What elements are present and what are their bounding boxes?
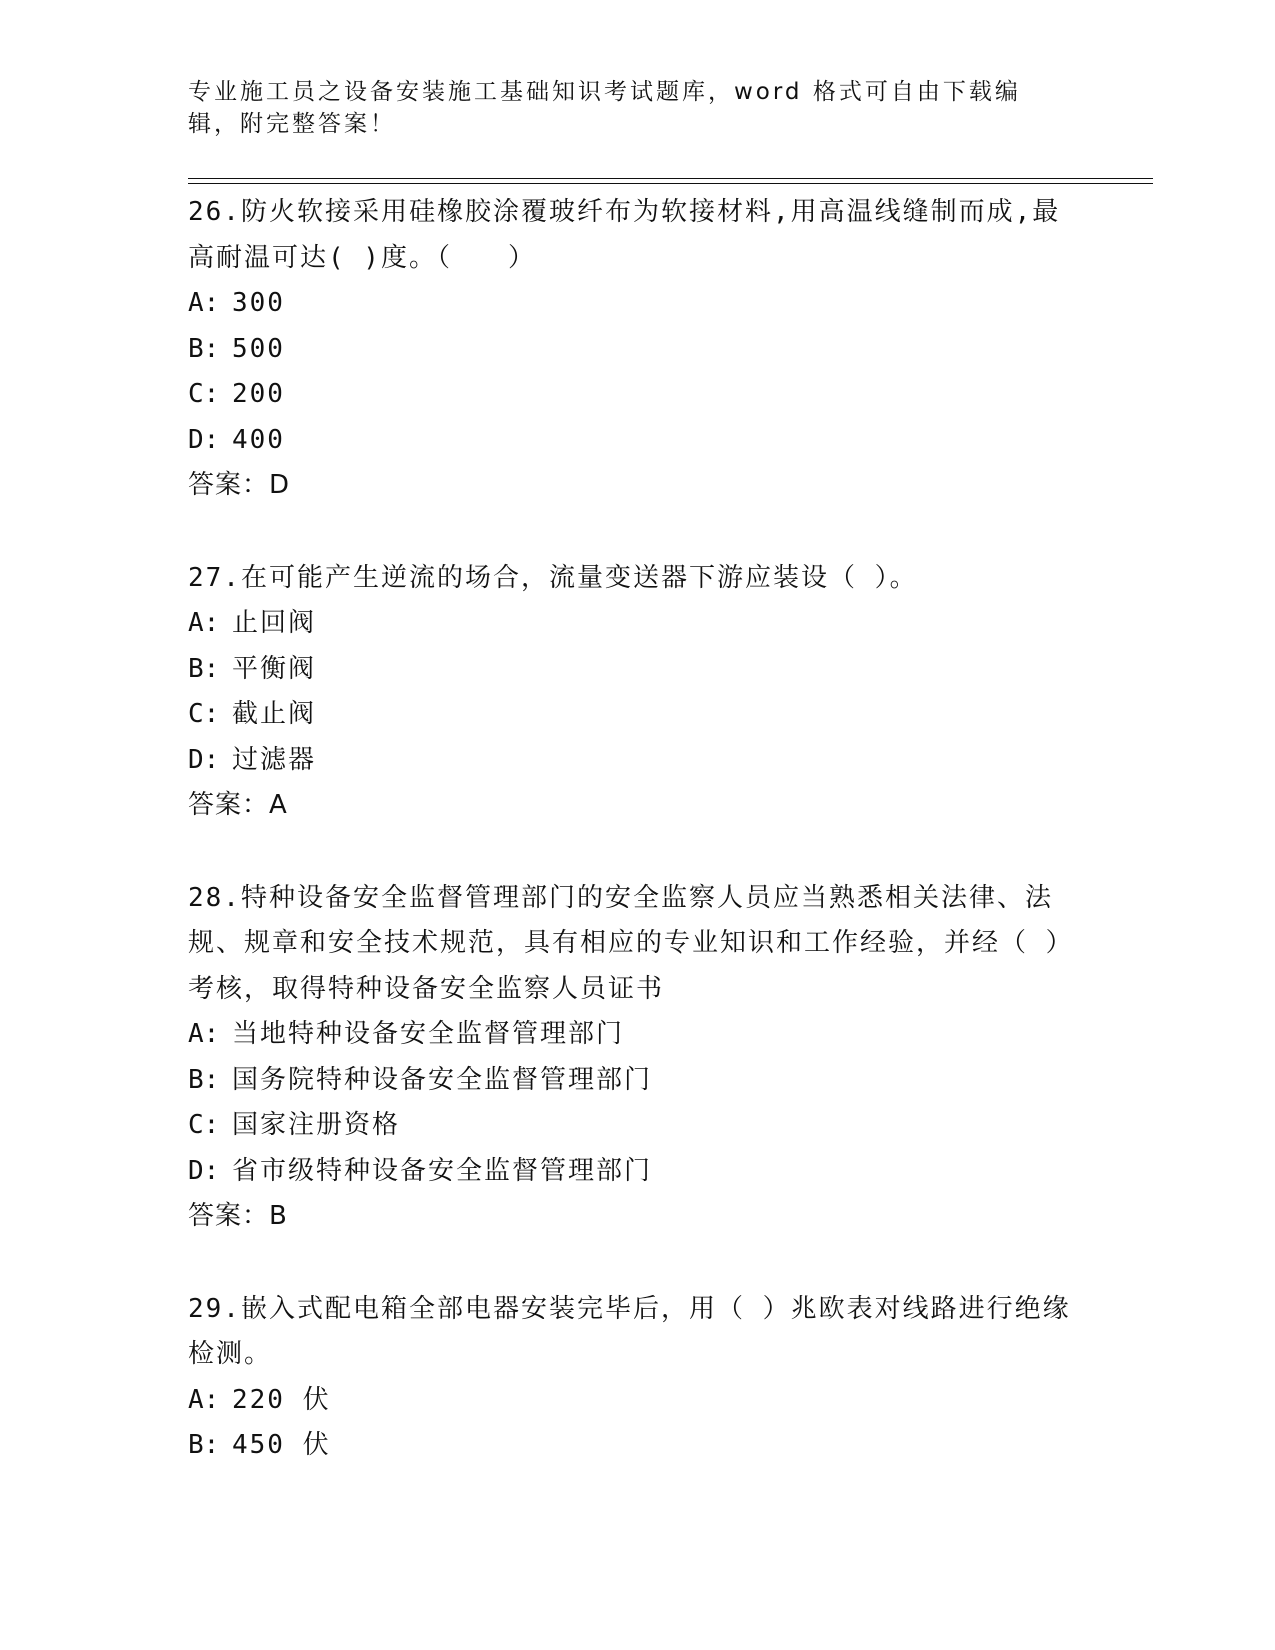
question-spacer (188, 509, 1088, 556)
question-text: 特种设备安全监督管理部门的安全监察人员应当熟悉相关法律、法规、规章和安全技术规范，具有相应的专业知识和工作经验，并经（ ）考核，取得特种设备安全监察人员证书 (188, 882, 1074, 1004)
question-stem (188, 876, 1088, 1013)
option-text: 400 (232, 424, 285, 455)
header-divider-top (188, 178, 1153, 179)
option-a (188, 281, 1088, 327)
option-letter: C: (188, 1110, 220, 1140)
option-letter: C: (188, 699, 220, 729)
question-text: 嵌入式配电箱全部电器安装完毕后，用（ ）兆欧表对线路进行绝缘检测。 (188, 1293, 1071, 1369)
option-a (188, 1012, 1088, 1058)
option-text: 国家注册资格 (232, 1110, 401, 1140)
option-c (188, 372, 1088, 418)
header-divider-bottom (188, 183, 1153, 184)
option-text: 国务院特种设备安全监督管理部门 (232, 1064, 653, 1095)
question-stem (188, 190, 1088, 281)
question-number: 27. (188, 562, 241, 593)
option-letter: D: (188, 1155, 220, 1186)
option-text: 过滤器 (232, 744, 317, 775)
answer-line: 答案：B (188, 1201, 288, 1231)
option-a (188, 1378, 1088, 1424)
question-27 (188, 556, 1088, 829)
option-d (188, 1149, 1088, 1195)
question-28 (188, 876, 1088, 1240)
question-spacer (188, 829, 1088, 876)
option-letter: A: (188, 608, 220, 638)
question-number: 29. (188, 1293, 241, 1324)
option-text: 500 (232, 333, 285, 364)
option-b (188, 1423, 1088, 1469)
option-letter: A: (188, 1384, 220, 1415)
question-stem (188, 556, 1088, 602)
option-text: 220 伏 (232, 1384, 331, 1415)
option-letter: B: (188, 653, 220, 684)
question-list (188, 190, 1088, 1469)
option-text: 200 (232, 379, 285, 409)
option-b (188, 1058, 1088, 1104)
option-text: 300 (232, 288, 285, 318)
option-text: 省市级特种设备安全监督管理部门 (232, 1155, 653, 1186)
option-letter: B: (188, 333, 220, 364)
option-d (188, 418, 1088, 464)
answer-line: 答案：A (188, 790, 288, 820)
question-number: 26. (188, 197, 241, 227)
option-b (188, 327, 1088, 373)
option-text: 截止阀 (232, 699, 317, 729)
option-letter: D: (188, 424, 220, 455)
question-number: 28. (188, 882, 241, 913)
question-text: 在可能产生逆流的场合，流量变送器下游应装设（ ）。 (240, 562, 918, 593)
question-26 (188, 190, 1088, 509)
option-letter: A: (188, 288, 220, 318)
answer-line: 答案：D (188, 470, 291, 500)
option-letter: B: (188, 1064, 220, 1095)
option-text: 平衡阀 (232, 653, 317, 684)
option-letter: B: (188, 1430, 220, 1460)
option-text: 当地特种设备安全监督管理部门 (232, 1019, 625, 1049)
option-letter: C: (188, 379, 220, 409)
question-text: 防火软接采用硅橡胶涂覆玻纤布为软接材料,用高温线缝制而成,最高耐温可达( )度。（ ） (188, 197, 1061, 273)
option-a (188, 601, 1088, 647)
document-header: 专业施工员之设备安装施工基础知识考试题库，word 格式可自由下载编辑，附完整答案！ (188, 79, 1021, 137)
option-text: 450 伏 (232, 1430, 331, 1460)
option-b (188, 647, 1088, 693)
option-c (188, 692, 1088, 738)
option-letter: D: (188, 744, 220, 775)
option-letter: A: (188, 1019, 220, 1049)
option-text: 止回阀 (232, 608, 317, 638)
option-d (188, 738, 1088, 784)
question-spacer (188, 1240, 1088, 1287)
question-29 (188, 1287, 1088, 1469)
option-c (188, 1103, 1088, 1149)
question-stem (188, 1287, 1088, 1378)
